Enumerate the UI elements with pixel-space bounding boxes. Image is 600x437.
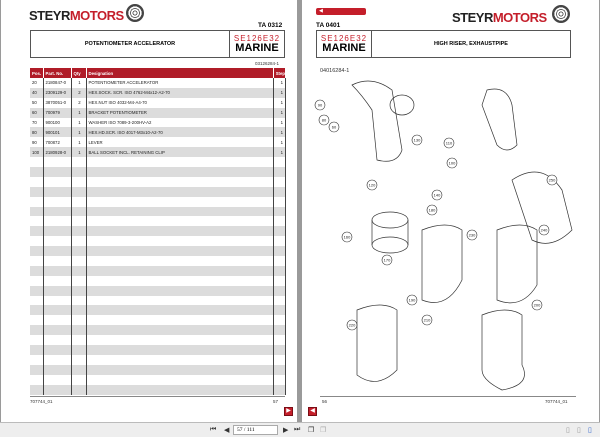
- cell-pos: 100: [30, 147, 43, 157]
- cell-part-no: 3870051-0: [43, 98, 71, 108]
- callout-label: 130: [413, 137, 421, 143]
- cell-part-no: 900101: [43, 127, 71, 137]
- continuous-view-icon[interactable]: ▯: [577, 427, 581, 434]
- ta-number: TA 0312: [258, 22, 283, 29]
- callout-label: 200: [533, 302, 541, 308]
- empty-row: [30, 236, 286, 246]
- cell-step: 1: [273, 98, 285, 108]
- table-row: [30, 78, 286, 88]
- table-row: [30, 137, 286, 147]
- steyr-motors-logo: STEYRMOTORS: [452, 10, 547, 25]
- ta-number: TA 0401: [316, 22, 341, 29]
- footer-line: [30, 396, 285, 397]
- empty-row: [30, 305, 286, 315]
- empty-row: [30, 207, 286, 217]
- cell-step: 1: [273, 118, 285, 128]
- cell-part-no: 2309129-0: [43, 88, 71, 98]
- cell-part-no: 2180847-0: [43, 78, 71, 88]
- page-number-field[interactable]: 57 / 111: [233, 425, 278, 435]
- drawing-number: 03126284-1: [255, 61, 280, 66]
- empty-row: [30, 167, 286, 177]
- col-qty: Qty: [71, 68, 86, 78]
- empty-row: [30, 286, 286, 296]
- callout-label: 210: [423, 317, 431, 323]
- back-button[interactable]: ◀: [316, 8, 366, 15]
- empty-row: [30, 266, 286, 276]
- table-row: [30, 147, 286, 157]
- empty-row: [30, 187, 286, 197]
- empty-row: [30, 315, 286, 325]
- callout-label: 60: [331, 124, 337, 130]
- previous-page-button[interactable]: ◀: [308, 407, 317, 416]
- callout-label: 110: [445, 140, 453, 146]
- left-page: [1, 0, 297, 422]
- table-row: [30, 108, 286, 118]
- right-page: [302, 0, 599, 422]
- cell-part-no: 900100: [43, 118, 71, 128]
- model-badge: SE126E32 MARINE: [317, 31, 372, 57]
- cell-qty: 1: [71, 118, 86, 128]
- cell-pos: 60: [30, 108, 43, 118]
- parts-table: [30, 68, 286, 395]
- page-number: 57: [273, 399, 279, 404]
- callout-label: 230: [468, 232, 476, 238]
- empty-row: [30, 385, 286, 395]
- callout-label: 170: [383, 257, 391, 263]
- callout-label: 90: [317, 102, 323, 108]
- cell-designation: HEX.NUT ISO 4032-M4-A4-70: [86, 98, 273, 108]
- first-page-button[interactable]: ⏮: [210, 426, 217, 433]
- col-pos: Pos.: [30, 68, 43, 78]
- footer-doc-number: 707744_01: [545, 399, 568, 404]
- cell-pos: 40: [30, 88, 43, 98]
- callout-label: 180: [428, 207, 436, 213]
- callout-label: 120: [368, 182, 376, 188]
- empty-row: [30, 365, 286, 375]
- cell-qty: 2: [71, 88, 86, 98]
- cell-designation: LEVER: [86, 137, 273, 147]
- cell-step: 1: [273, 108, 285, 118]
- cell-designation: BRACKET POTENTIOMETER: [86, 108, 273, 118]
- callout-label: 220: [348, 322, 356, 328]
- cell-qty: 2: [71, 98, 86, 108]
- gasket-part: [390, 95, 414, 115]
- empty-row: [30, 355, 286, 365]
- cell-designation: BALL SOCKET INCL. RETAINING CLIP: [86, 147, 273, 157]
- callout-label: 140: [433, 192, 441, 198]
- cell-qty: 1: [71, 137, 86, 147]
- empty-row: [30, 345, 286, 355]
- drawing-number: 04016284-1: [320, 68, 350, 74]
- empty-row: [30, 216, 286, 226]
- high-riser-part: [352, 81, 402, 161]
- exhaust-pipe-part: [422, 225, 462, 303]
- empty-row: [30, 375, 286, 385]
- page-title: HIGH RISER, EXHAUSTPIPE: [434, 41, 508, 47]
- empty-row: [30, 276, 286, 286]
- cell-part-no: 2180928-0: [43, 147, 71, 157]
- cell-step: 1: [273, 137, 285, 147]
- cell-pos: 90: [30, 137, 43, 147]
- empty-row: [30, 177, 286, 187]
- table-row: [30, 98, 286, 108]
- title-box: [316, 30, 571, 58]
- table-row: [30, 88, 286, 98]
- cell-qty: 1: [71, 147, 86, 157]
- callout-label: 240: [540, 227, 548, 233]
- exploded-parts-diagram: [312, 75, 592, 393]
- cell-designation: POTENTIOMETER ACCELERATOR: [86, 78, 273, 88]
- cell-qty: 1: [71, 108, 86, 118]
- two-page-view-icon[interactable]: ▯: [588, 427, 592, 434]
- next-page-button[interactable]: ▶: [284, 407, 293, 416]
- col-step: Step: [273, 68, 285, 78]
- empty-row: [30, 157, 286, 167]
- empty-row: [30, 226, 286, 236]
- footer-line: [320, 396, 576, 397]
- title-box: [30, 30, 285, 58]
- elbow-part: [482, 89, 517, 150]
- empty-row: [30, 335, 286, 345]
- cell-pos: 50: [30, 98, 43, 108]
- callout-label: 80: [321, 117, 327, 123]
- cell-designation: HEX.SOCK. SCR. ISO 4762-M4x12-A2-70: [86, 88, 273, 98]
- page-number: 56: [322, 399, 328, 404]
- next-page-toolbar-button[interactable]: ▶: [283, 427, 289, 434]
- logo-seal-icon: [552, 5, 570, 23]
- single-page-view-icon[interactable]: ▯: [566, 427, 570, 434]
- footer-doc-number: 707744_01: [30, 399, 53, 404]
- empty-row: [30, 296, 286, 306]
- empty-row: [30, 197, 286, 207]
- callout-label: 160: [343, 234, 351, 240]
- paste-icon[interactable]: ❐: [320, 427, 327, 434]
- cell-step: 1: [273, 147, 285, 157]
- empty-row: [30, 256, 286, 266]
- cell-designation: HEX.HD.SCR. ISO 4017-M3x10-A2-70: [86, 127, 273, 137]
- callout-label: 190: [408, 297, 416, 303]
- cell-pos: 20: [30, 78, 43, 88]
- page-title: POTENTIOMETER ACCELERATOR: [84, 41, 176, 47]
- col-designation: Designation: [86, 68, 273, 78]
- bottom-toolbar: [0, 422, 600, 437]
- cell-pos: 80: [30, 127, 43, 137]
- prev-page-button[interactable]: ◀: [224, 427, 230, 434]
- empty-row: [30, 246, 286, 256]
- copy-icon[interactable]: ❐: [308, 427, 315, 434]
- cell-qty: 1: [71, 127, 86, 137]
- model-badge: SE126E32 MARINE: [229, 31, 284, 57]
- last-page-button[interactable]: ⏭: [294, 426, 301, 433]
- callout-label: 250: [548, 177, 556, 183]
- cell-designation: WASHER ISO 7089-3-200HV-A2: [86, 118, 273, 128]
- empty-row: [30, 325, 286, 335]
- cell-step: 1: [273, 127, 285, 137]
- cell-pos: 70: [30, 118, 43, 128]
- table-row: [30, 127, 286, 137]
- callout-label: 100: [448, 160, 456, 166]
- logo-seal-icon: [126, 4, 144, 22]
- cell-part-no: 700872: [43, 137, 71, 147]
- table-row: [30, 118, 286, 128]
- cell-step: 1: [273, 78, 285, 88]
- col-part-no: Part. No.: [43, 68, 71, 78]
- cell-step: 1: [273, 88, 285, 98]
- cell-qty: 1: [71, 78, 86, 88]
- steyr-motors-logo: STEYRMOTORS: [29, 8, 124, 23]
- cell-part-no: 700979: [43, 108, 71, 118]
